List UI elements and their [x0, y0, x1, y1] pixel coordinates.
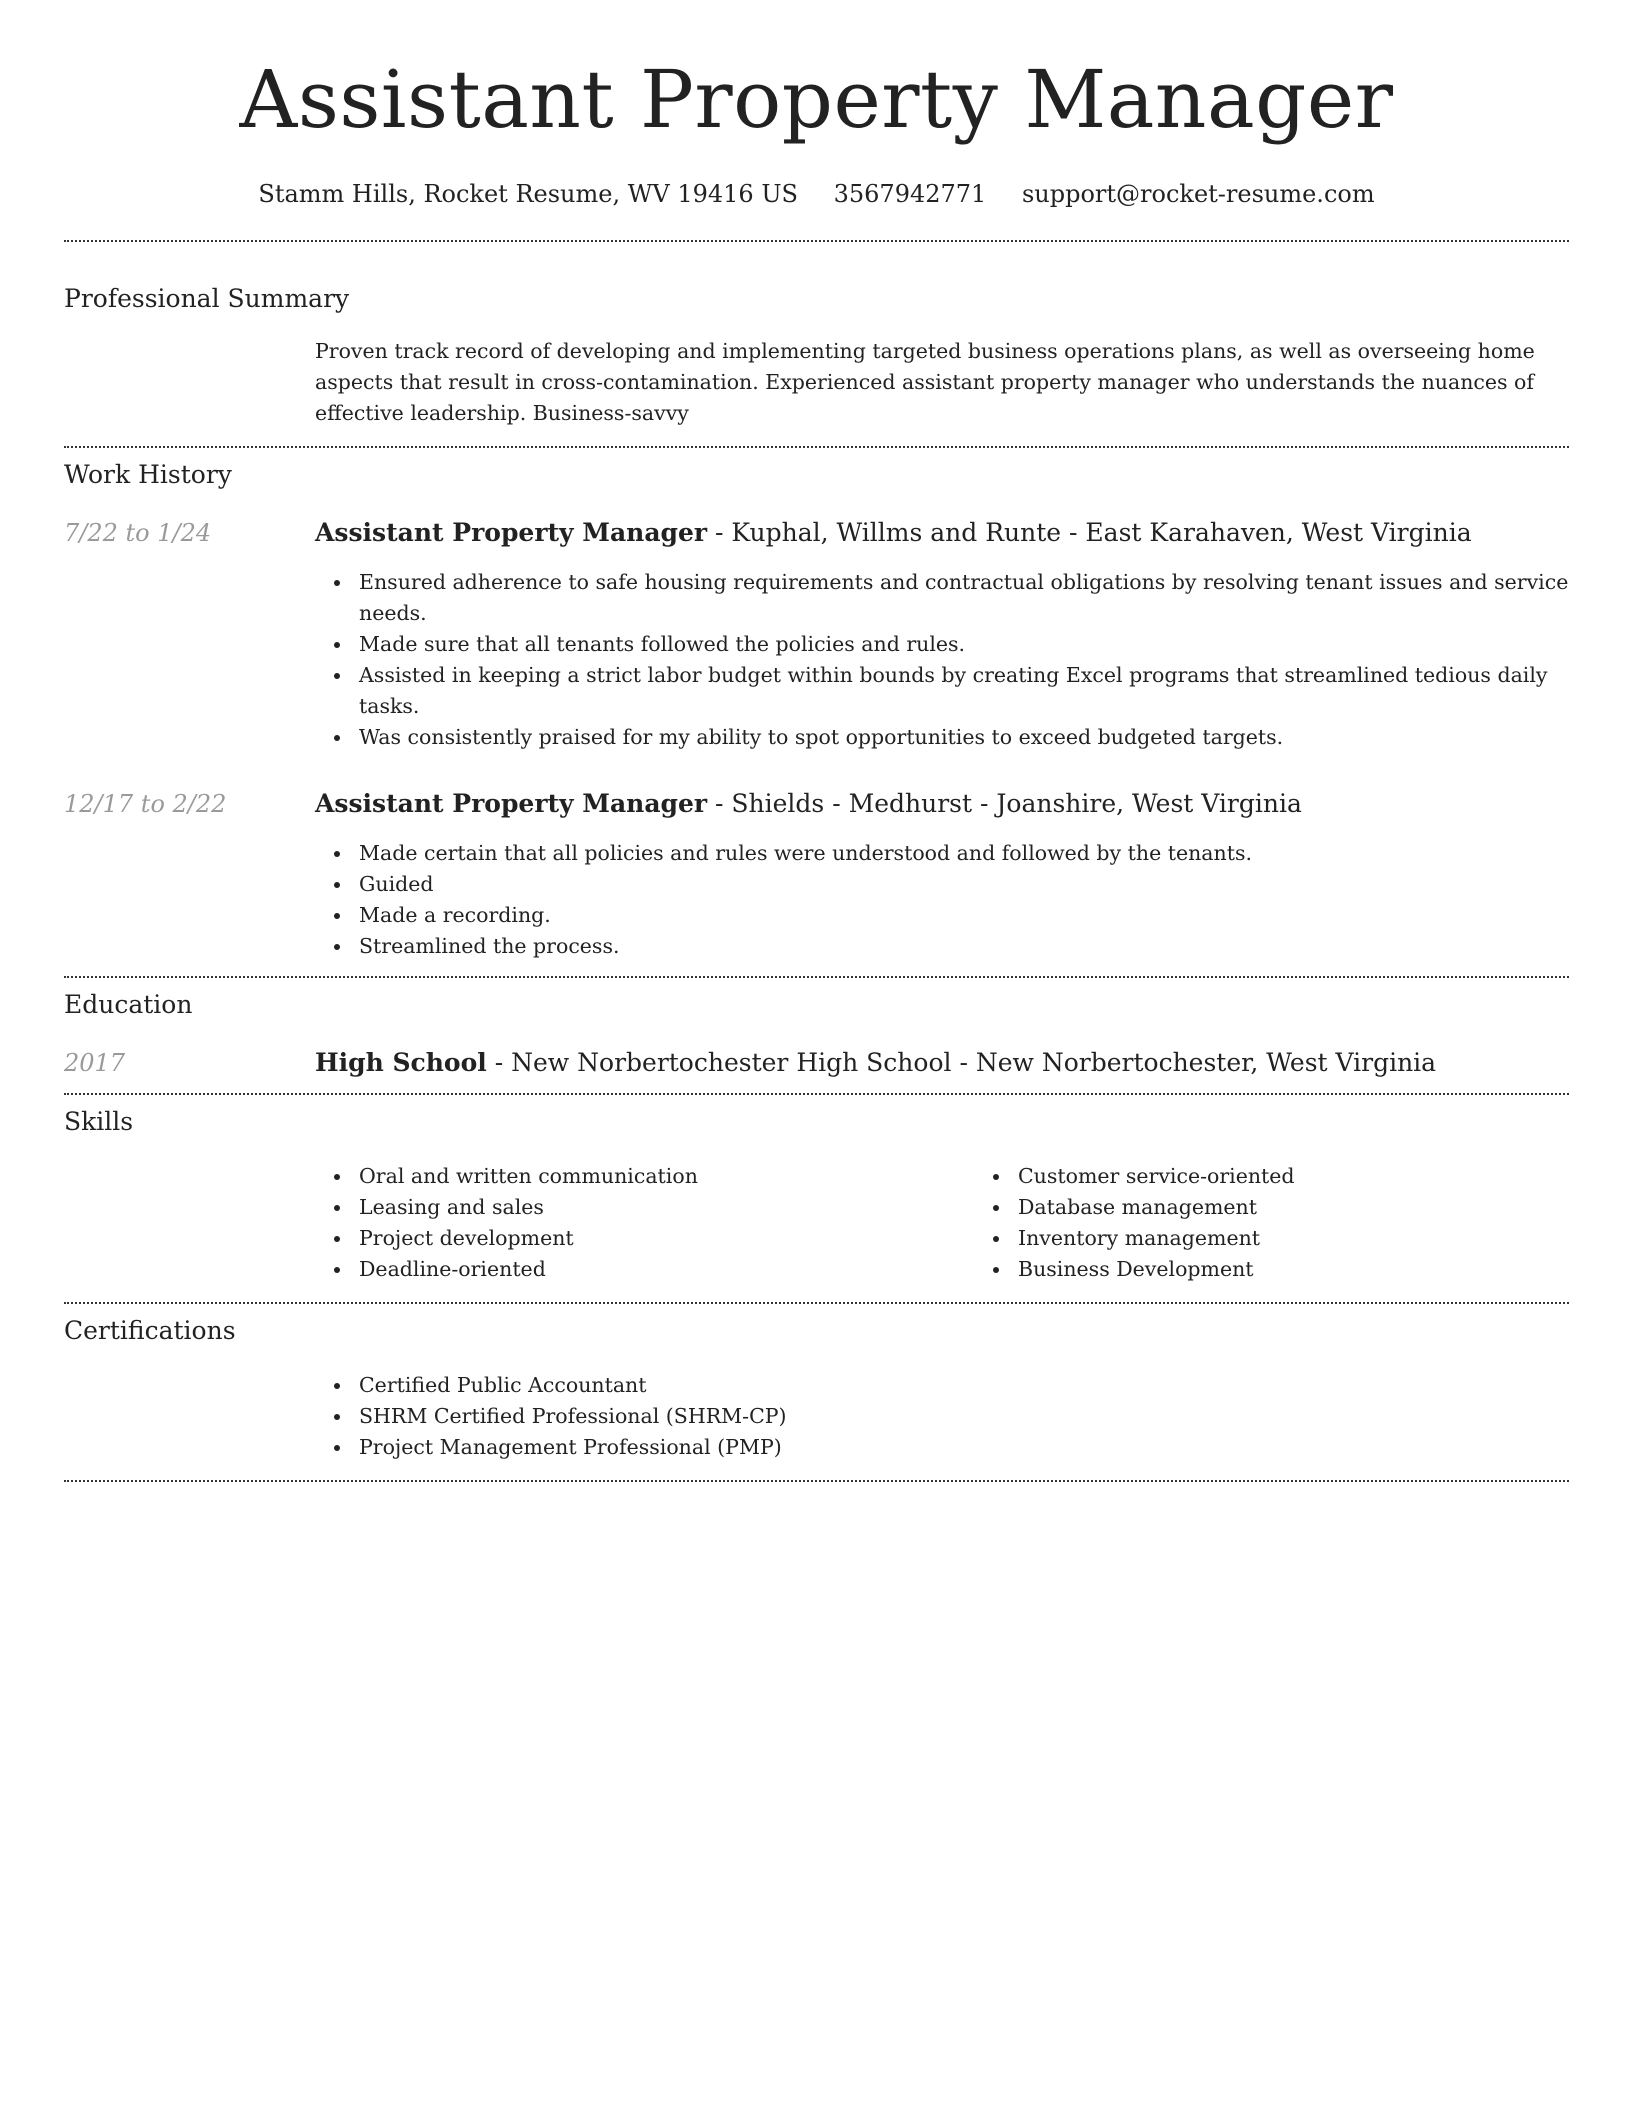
certifications-heading: Certifications: [64, 1316, 236, 1345]
list-item: SHRM Certified Professional (SHRM-CP): [359, 1401, 1569, 1432]
divider: [64, 1093, 1569, 1095]
skills-heading: Skills: [64, 1107, 134, 1136]
education-degree: High School: [315, 1048, 487, 1077]
contact-phone: 3567942771: [833, 180, 987, 208]
job-entry: [64, 517, 1569, 753]
resume-page: [64, 0, 1569, 1482]
resume-title: Assistant Property Manager: [239, 53, 1394, 146]
job-heading: [315, 517, 1569, 549]
job-bullets: [315, 838, 1569, 962]
job-role: Assistant Property Manager: [315, 518, 708, 547]
job-dates: 12/17 to 2/22: [64, 790, 227, 818]
certifications-list: [315, 1370, 1569, 1463]
list-item: Deadline-oriented: [359, 1254, 974, 1285]
list-item: Made certain that all policies and rules were understood and followed by the tenants.: [359, 838, 1569, 869]
list-item: Inventory management: [1018, 1223, 1632, 1254]
contact-address: Stamm Hills, Rocket Resume, WV 19416 US: [258, 180, 798, 208]
list-item: Was consistently praised for my ability to spot opportunities to exceed budgeted targets.: [359, 722, 1569, 753]
list-item: Database management: [1018, 1192, 1632, 1223]
job-heading: [315, 788, 1569, 820]
list-item: Assisted in keeping a strict labor budget within bounds by creating Excel programs that streamlined tedious daily tasks.: [359, 660, 1569, 722]
list-item: Oral and written communication: [359, 1161, 974, 1192]
list-item: Streamlined the process.: [359, 931, 1569, 962]
education-year: 2017: [64, 1049, 126, 1077]
list-item: Business Development: [1018, 1254, 1632, 1285]
job-bullets: [315, 567, 1569, 753]
summary-heading: Professional Summary: [64, 284, 350, 313]
certifications-row: [64, 1370, 1569, 1463]
education-heading: Education: [64, 990, 193, 1019]
job-details: - Shields - Medhurst - Joanshire, West Virginia: [707, 789, 1302, 818]
job-role: Assistant Property Manager: [315, 789, 708, 818]
divider: [64, 976, 1569, 978]
job-details: - Kuphal, Willms and Runte - East Karahaven, West Virginia: [707, 518, 1472, 547]
list-item: Project development: [359, 1223, 974, 1254]
summary-row: [64, 336, 1569, 429]
list-item: Ensured adherence to safe housing requirements and contractual obligations by resolving tenant issues and service needs.: [359, 567, 1569, 629]
list-item: Guided: [359, 869, 1569, 900]
education-details: - New Norbertochester High School - New Norbertochester, West Virginia: [486, 1048, 1437, 1077]
divider: [64, 446, 1569, 448]
list-item: Certified Public Accountant: [359, 1370, 1569, 1401]
job-entry: [64, 788, 1569, 962]
divider: [64, 1302, 1569, 1304]
summary-text: Proven track record of developing and implementing targeted business operations plans, as well as overseeing home aspects that result in cross-contamination. Experienced assistant property manager who understands the nuances of effective leadership. Business-savvy: [315, 339, 1535, 425]
education-entry: [64, 1047, 1569, 1079]
skills-list-left: [315, 1161, 974, 1285]
list-item: Made sure that all tenants followed the policies and rules.: [359, 629, 1569, 660]
skills-list-right: [974, 1161, 1632, 1285]
divider: [64, 1480, 1569, 1482]
list-item: Made a recording.: [359, 900, 1569, 931]
contact-line: [64, 178, 1569, 210]
job-dates: 7/22 to 1/24: [64, 519, 212, 547]
divider: [64, 240, 1569, 242]
work-history-heading: Work History: [64, 460, 232, 489]
contact-email: support@rocket-resume.com: [1021, 180, 1375, 208]
skills-row: [64, 1161, 1569, 1285]
list-item: Project Management Professional (PMP): [359, 1432, 1569, 1463]
list-item: Customer service-oriented: [1018, 1161, 1632, 1192]
list-item: Leasing and sales: [359, 1192, 974, 1223]
